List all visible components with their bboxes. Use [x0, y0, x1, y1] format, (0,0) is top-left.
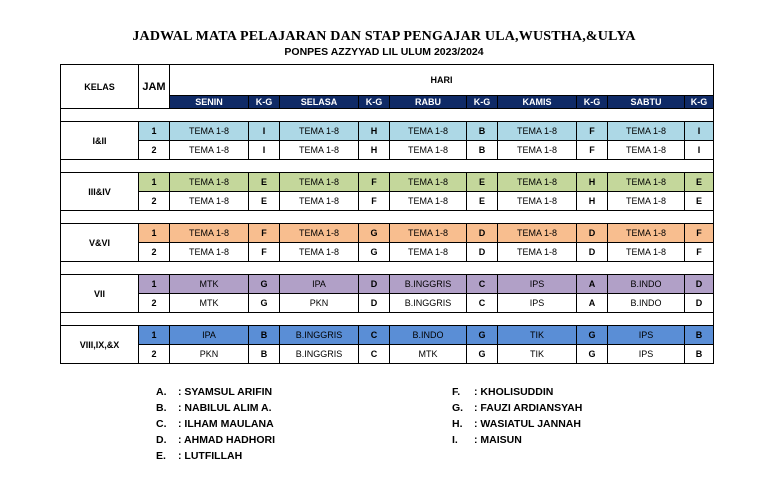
kelas-cell: VII: [61, 275, 139, 313]
jam-cell: 1: [139, 224, 170, 243]
teacher-code-cell: D: [467, 224, 498, 243]
teacher-code-cell: G: [249, 294, 280, 313]
jam-cell: 2: [139, 294, 170, 313]
legend-item: [156, 400, 275, 416]
jam-cell: 2: [139, 141, 170, 160]
teacher-code-cell: F: [685, 243, 714, 262]
subject-cell: TEMA 1-8: [170, 122, 249, 141]
subject-cell: B.INGGRIS: [390, 275, 467, 294]
legend-key: I.: [452, 434, 458, 446]
subject-cell: TEMA 1-8: [498, 192, 577, 211]
hari-header: HARI: [170, 65, 714, 96]
teacher-code-cell: C: [467, 294, 498, 313]
subject-cell: TEMA 1-8: [390, 122, 467, 141]
spacer-row: [61, 211, 714, 224]
subject-cell: IPA: [280, 275, 359, 294]
subject-cell: MTK: [170, 294, 249, 313]
subject-cell: TEMA 1-8: [608, 122, 685, 141]
table-row: [61, 326, 714, 345]
teacher-code-cell: B: [249, 345, 280, 364]
subject-cell: TIK: [498, 345, 577, 364]
subject-cell: TEMA 1-8: [390, 192, 467, 211]
day-header: SENIN: [170, 96, 249, 109]
subject-cell: TEMA 1-8: [280, 192, 359, 211]
teacher-code-cell: I: [685, 141, 714, 160]
subject-cell: TEMA 1-8: [280, 141, 359, 160]
table-row: [61, 122, 714, 141]
subject-cell: TEMA 1-8: [498, 141, 577, 160]
legend-item: [156, 384, 275, 400]
teacher-code-cell: G: [359, 243, 390, 262]
teacher-code-cell: D: [359, 294, 390, 313]
teacher-code-cell: F: [359, 192, 390, 211]
legend-item: [156, 448, 275, 464]
subject-cell: TEMA 1-8: [608, 243, 685, 262]
subject-cell: B.INGGRIS: [390, 294, 467, 313]
legend-key: G.: [452, 402, 464, 414]
subject-cell: TEMA 1-8: [498, 122, 577, 141]
subject-cell: TEMA 1-8: [390, 224, 467, 243]
teacher-code-cell: F: [249, 224, 280, 243]
kg-header: K-G: [467, 96, 498, 109]
subject-cell: TEMA 1-8: [170, 173, 249, 192]
teacher-code-cell: I: [249, 122, 280, 141]
legend-item: [156, 416, 275, 432]
document-subtitle: PONPES AZZYYAD LIL ULUM 2023/2024: [284, 46, 484, 58]
kelas-cell: I&II: [61, 122, 139, 160]
subject-cell: B.INDO: [608, 275, 685, 294]
spacer-row: [61, 313, 714, 326]
teacher-code-cell: D: [577, 224, 608, 243]
legend-key: E.: [156, 450, 166, 462]
jam-cell: 2: [139, 243, 170, 262]
legend-item: [452, 432, 582, 448]
teacher-code-cell: H: [577, 192, 608, 211]
teacher-code-cell: D: [359, 275, 390, 294]
day-header: SELASA: [280, 96, 359, 109]
kg-header: K-G: [249, 96, 280, 109]
subject-cell: TEMA 1-8: [280, 243, 359, 262]
teacher-code-cell: D: [685, 275, 714, 294]
legend-teacher-name: : WASIATUL JANNAH: [474, 418, 581, 430]
teacher-code-cell: E: [685, 192, 714, 211]
teacher-code-cell: G: [359, 224, 390, 243]
kg-header: K-G: [685, 96, 714, 109]
teacher-code-cell: D: [577, 243, 608, 262]
jam-cell: 1: [139, 275, 170, 294]
table-row: [61, 345, 714, 364]
legend-teacher-name: : FAUZI ARDIANSYAH: [474, 402, 583, 414]
legend-key: F.: [452, 386, 461, 398]
legend-left: [156, 384, 275, 464]
subject-cell: TEMA 1-8: [608, 224, 685, 243]
teacher-code-cell: H: [359, 141, 390, 160]
subject-cell: B.INDO: [390, 326, 467, 345]
teacher-code-cell: E: [249, 192, 280, 211]
spacer-row: [61, 262, 714, 275]
subject-cell: PKN: [170, 345, 249, 364]
day-header: RABU: [390, 96, 467, 109]
subject-cell: TEMA 1-8: [390, 141, 467, 160]
subject-cell: TEMA 1-8: [170, 192, 249, 211]
subject-cell: TEMA 1-8: [170, 243, 249, 262]
subject-cell: TIK: [498, 326, 577, 345]
teacher-code-cell: A: [577, 275, 608, 294]
teacher-code-cell: H: [577, 173, 608, 192]
table-row: [61, 243, 714, 262]
schedule-table: [60, 64, 714, 364]
kelas-header: KELAS: [61, 65, 139, 109]
legend-key: C.: [156, 418, 167, 430]
teacher-code-cell: A: [577, 294, 608, 313]
subject-cell: PKN: [280, 294, 359, 313]
legend-teacher-name: : NABILUL ALIM A.: [178, 402, 272, 414]
teacher-code-cell: E: [249, 173, 280, 192]
teacher-code-cell: I: [685, 122, 714, 141]
spacer-row: [61, 160, 714, 173]
legend-key: H.: [452, 418, 463, 430]
spacer-row: [61, 109, 714, 122]
legend-item: [156, 432, 275, 448]
table-row: [61, 173, 714, 192]
teacher-code-cell: G: [467, 345, 498, 364]
kg-header: K-G: [577, 96, 608, 109]
teacher-code-cell: F: [359, 173, 390, 192]
subject-cell: IPS: [498, 275, 577, 294]
subject-cell: TEMA 1-8: [608, 141, 685, 160]
teacher-code-cell: G: [467, 326, 498, 345]
teacher-code-cell: F: [685, 224, 714, 243]
document-title: JADWAL MATA PELAJARAN DAN STAP PENGAJAR ULA,WUSTHA,&ULYA: [132, 29, 636, 44]
subject-cell: MTK: [170, 275, 249, 294]
table-row: [61, 192, 714, 211]
teacher-code-cell: E: [467, 173, 498, 192]
legend-right: [452, 384, 582, 448]
subject-cell: IPS: [608, 326, 685, 345]
teacher-code-cell: D: [467, 243, 498, 262]
table-row: [61, 275, 714, 294]
subject-cell: TEMA 1-8: [170, 224, 249, 243]
teacher-code-cell: G: [577, 326, 608, 345]
teacher-code-cell: C: [467, 275, 498, 294]
subject-cell: TEMA 1-8: [608, 192, 685, 211]
jam-header: JAM: [139, 65, 170, 109]
jam-cell: 1: [139, 122, 170, 141]
teacher-code-cell: G: [577, 345, 608, 364]
teacher-code-cell: B: [467, 122, 498, 141]
teacher-code-cell: E: [467, 192, 498, 211]
subject-cell: TEMA 1-8: [390, 173, 467, 192]
teacher-code-cell: C: [359, 345, 390, 364]
kelas-cell: VIII,IX,&X: [61, 326, 139, 364]
subject-cell: IPS: [498, 294, 577, 313]
legend-item: [452, 400, 582, 416]
teacher-code-cell: B: [467, 141, 498, 160]
teacher-code-cell: F: [577, 122, 608, 141]
teacher-code-cell: B: [685, 345, 714, 364]
teacher-code-cell: E: [685, 173, 714, 192]
legend-key: D.: [156, 434, 167, 446]
jam-cell: 1: [139, 326, 170, 345]
legend-item: [452, 384, 582, 400]
legend-teacher-name: : KHOLISUDDIN: [474, 386, 554, 398]
subject-cell: TEMA 1-8: [280, 122, 359, 141]
subject-cell: TEMA 1-8: [280, 224, 359, 243]
kelas-cell: V&VI: [61, 224, 139, 262]
table-row: [61, 141, 714, 160]
legend-teacher-name: : SYAMSUL ARIFIN: [178, 386, 273, 398]
teacher-code-cell: B: [685, 326, 714, 345]
legend-teacher-name: : ILHAM MAULANA: [178, 418, 274, 430]
subject-cell: TEMA 1-8: [280, 173, 359, 192]
subject-cell: IPA: [170, 326, 249, 345]
legend-item: [452, 416, 582, 432]
legend-key: A.: [156, 386, 167, 398]
subject-cell: B.INGGRIS: [280, 345, 359, 364]
day-header: SABTU: [608, 96, 685, 109]
jam-cell: 2: [139, 345, 170, 364]
teacher-code-cell: G: [249, 275, 280, 294]
jam-cell: 2: [139, 192, 170, 211]
teacher-code-cell: H: [359, 122, 390, 141]
kg-header: K-G: [359, 96, 390, 109]
subject-cell: TEMA 1-8: [608, 173, 685, 192]
subject-cell: B.INGGRIS: [280, 326, 359, 345]
jam-cell: 1: [139, 173, 170, 192]
legend-teacher-name: : MAISUN: [474, 434, 522, 446]
legend-key: B.: [156, 402, 167, 414]
teacher-code-cell: I: [249, 141, 280, 160]
teacher-code-cell: F: [577, 141, 608, 160]
teacher-code-cell: C: [359, 326, 390, 345]
table-row: [61, 224, 714, 243]
subject-cell: B.INDO: [608, 294, 685, 313]
subject-cell: TEMA 1-8: [498, 224, 577, 243]
teacher-code-cell: F: [249, 243, 280, 262]
subject-cell: IPS: [608, 345, 685, 364]
legend-teacher-name: : AHMAD HADHORI: [178, 434, 276, 446]
subject-cell: TEMA 1-8: [170, 141, 249, 160]
subject-cell: TEMA 1-8: [498, 173, 577, 192]
subject-cell: MTK: [390, 345, 467, 364]
subject-cell: TEMA 1-8: [498, 243, 577, 262]
teacher-code-cell: D: [685, 294, 714, 313]
day-header: KAMIS: [498, 96, 577, 109]
teacher-code-cell: B: [249, 326, 280, 345]
table-row: [61, 294, 714, 313]
kelas-cell: III&IV: [61, 173, 139, 211]
subject-cell: TEMA 1-8: [390, 243, 467, 262]
legend-teacher-name: : LUTFILLAH: [178, 450, 243, 462]
